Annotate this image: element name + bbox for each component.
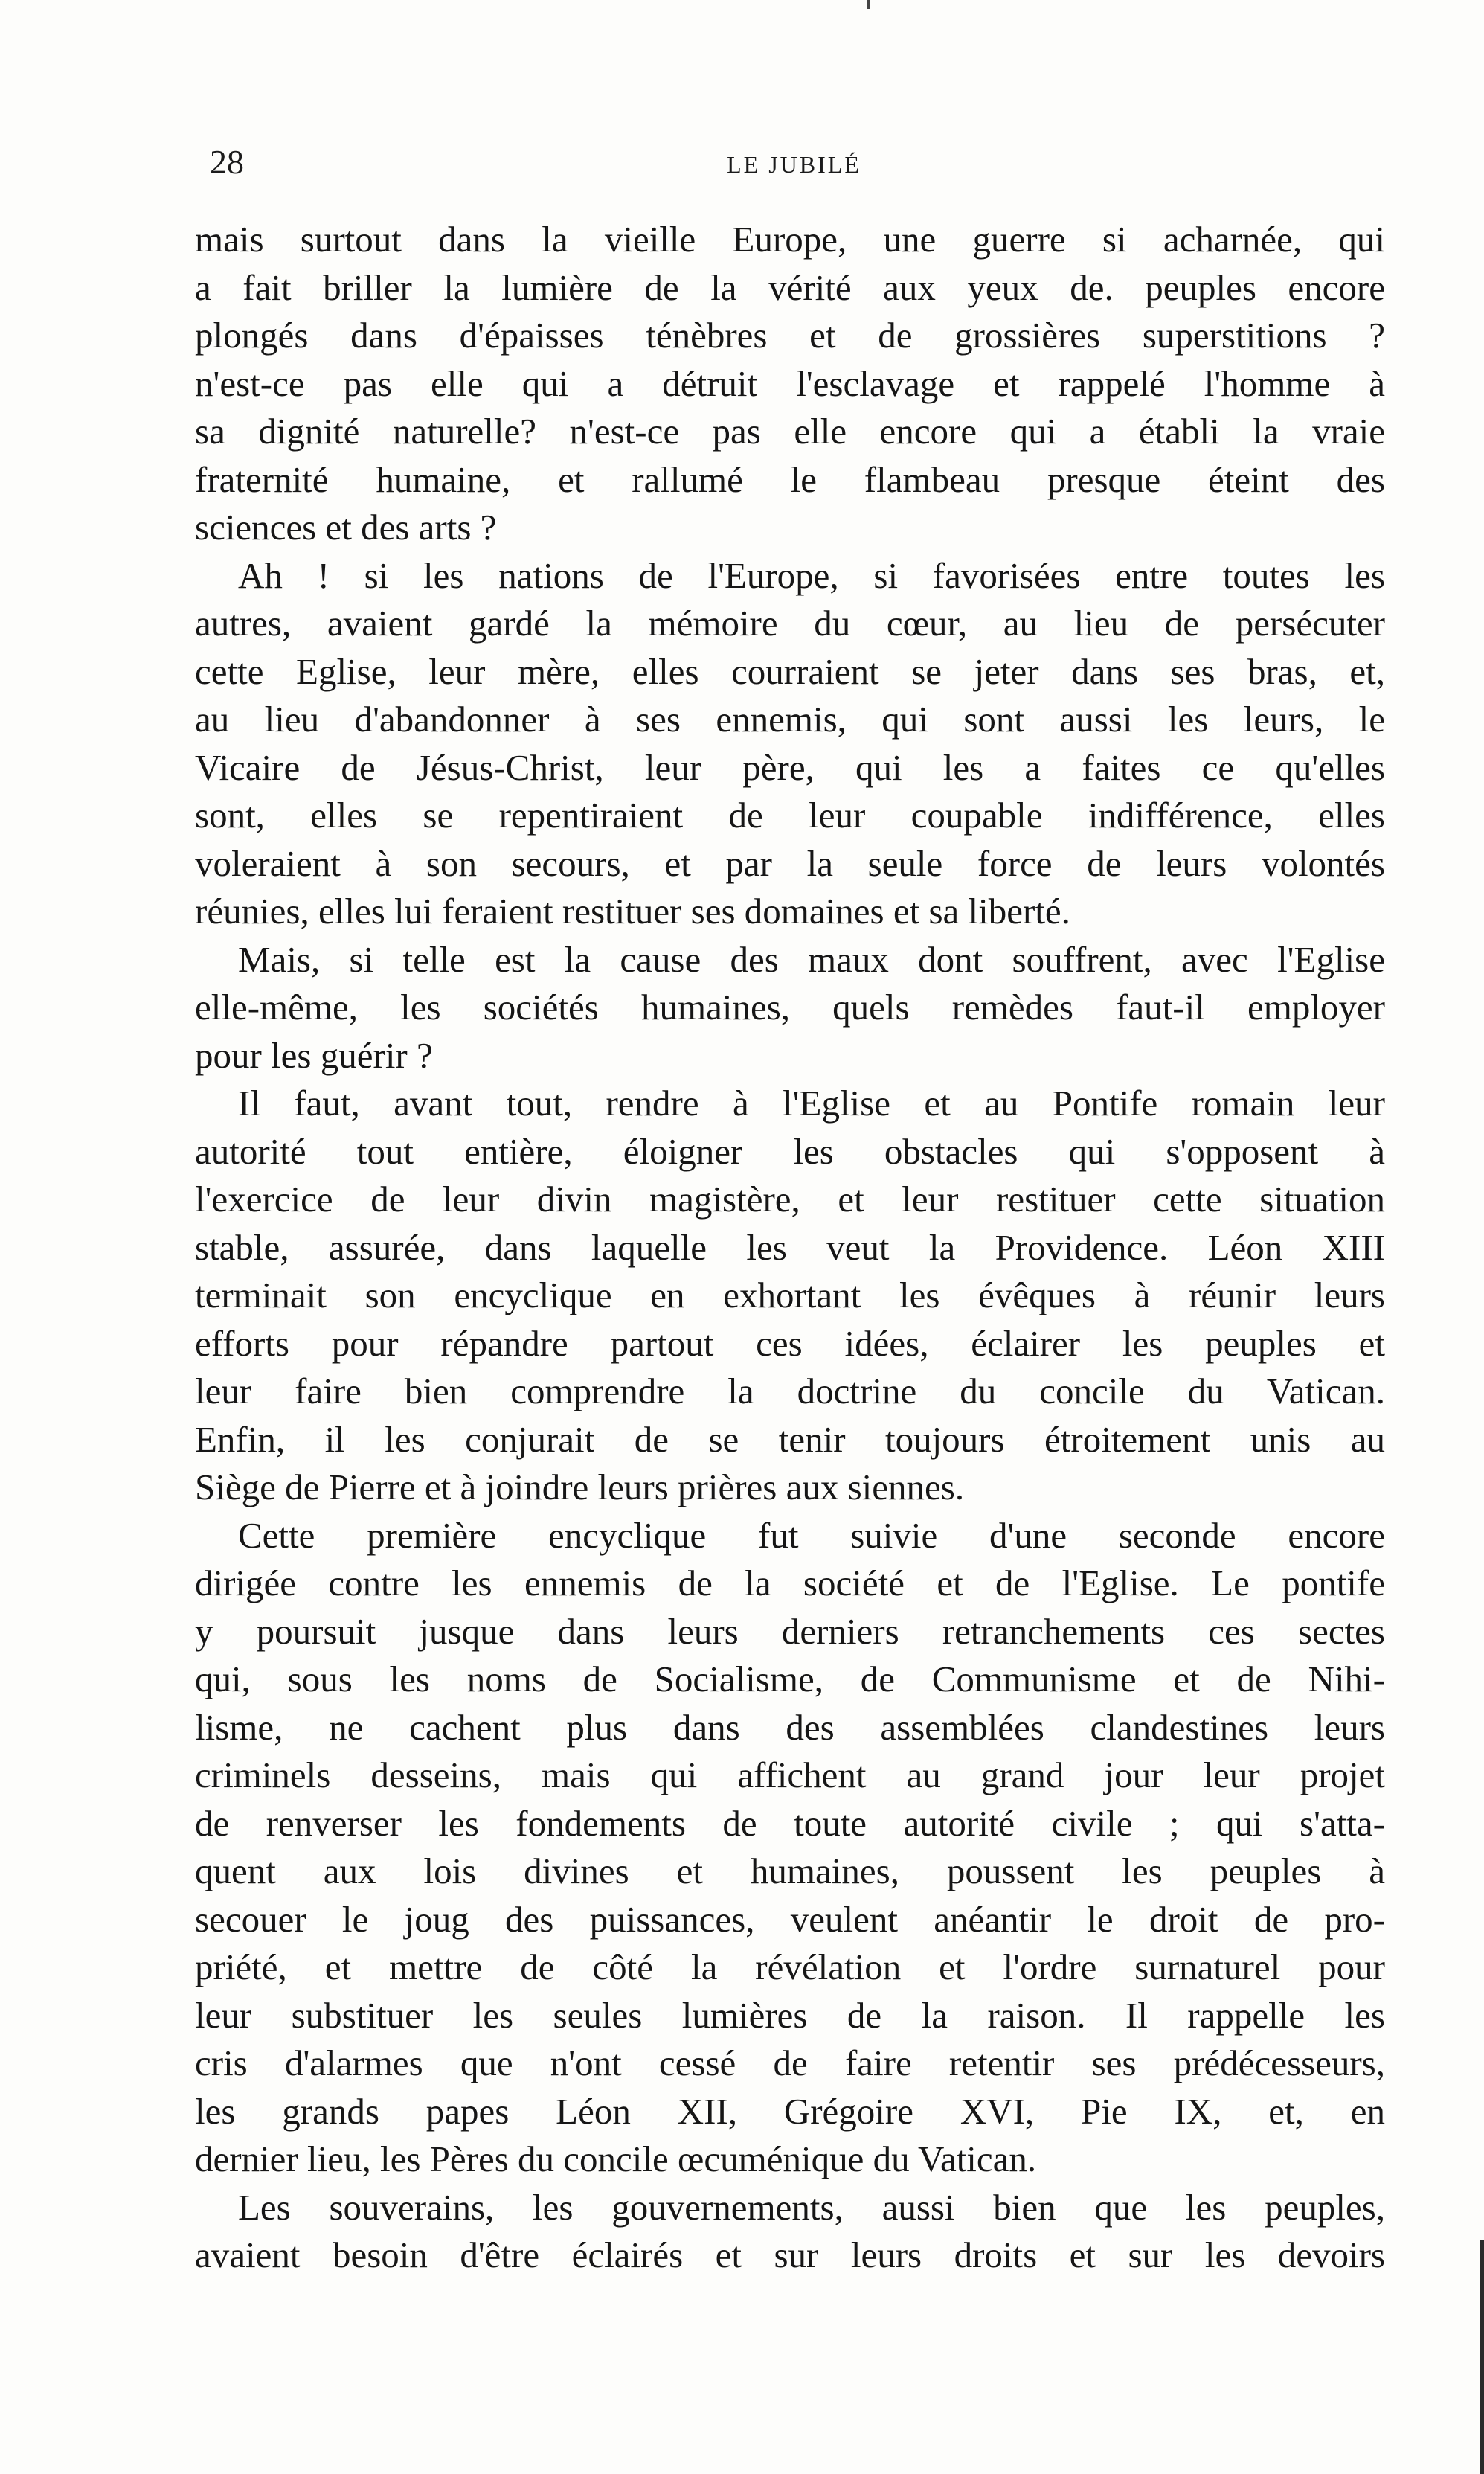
text-line: sont, elles se repentiraient de leur coupable indifférence, elles xyxy=(195,795,1385,836)
text-line: réunies, elles lui feraient restituer ses domaines et sa liberté. xyxy=(195,891,1070,932)
text-line: autorité tout entière, éloigner les obstacles qui s'opposent à xyxy=(195,1130,1385,1172)
text-line: dernier lieu, les Pères du concile œcuménique du Vatican. xyxy=(195,2138,1037,2179)
text-line: cette Eglise, leur mère, elles courraient se jeter dans ses bras, et, xyxy=(195,650,1385,692)
text-line: autres, avaient gardé la mémoire du cœur, au lieu de persécuter xyxy=(195,603,1385,644)
running-title: LE JUBILÉ xyxy=(727,151,861,178)
text-line: avaient besoin d'être éclairés et sur leurs droits et sur les devoirs xyxy=(195,2234,1385,2275)
text-line: criminels desseins, mais qui affichent au grand jour leur projet xyxy=(195,1754,1385,1795)
body-text xyxy=(195,216,1385,2280)
text-line: efforts pour répandre partout ces idées, éclairer les peuples et xyxy=(195,1322,1385,1364)
text-line: Il faut, avant tout, rendre à l'Eglise et au Pontife romain leur xyxy=(238,1083,1385,1124)
text-line: sciences et des arts ? xyxy=(195,507,497,548)
text-line: Enfin, il les conjurait de se tenir toujours étroitement unis au xyxy=(195,1418,1385,1460)
text-line: les grands papes Léon XII, Grégoire XVI, Pie IX, et, en xyxy=(195,2090,1385,2132)
text-line: leur substituer les seules lumières de la raison. Il rappelle les xyxy=(195,1994,1385,2036)
text-line: Les souverains, les gouvernements, aussi bien que les peuples, xyxy=(238,2186,1385,2228)
paragraph xyxy=(195,2184,1385,2280)
paragraph xyxy=(195,1512,1385,2184)
page-header xyxy=(201,141,1387,186)
text-line: fraternité humaine, et rallumé le flambeau presque éteint des xyxy=(195,458,1385,500)
text-line: Mais, si telle est la cause des maux dont souffrent, avec l'Eglise xyxy=(238,938,1385,980)
text-line: priété, et mettre de côté la révélation et l'ordre surnaturel pour xyxy=(195,1946,1385,1987)
text-line: terminait son encyclique en exhortant les évêques à réunir leurs xyxy=(195,1275,1385,1315)
text-line: pour les guérir ? xyxy=(195,1034,433,1076)
text-line: leur faire bien comprendre la doctrine du concile du Vatican. xyxy=(195,1371,1385,1411)
text-line: dirigée contre les ennemis de la société et de l'Eglise. Le pontife xyxy=(195,1563,1385,1603)
text-line: Ah ! si les nations de l'Europe, si favorisées entre toutes les xyxy=(238,554,1385,596)
page-edge-shadow xyxy=(1480,2240,1484,2474)
text-line: Siège de Pierre et à joindre leurs prières aux siennes. xyxy=(195,1467,965,1507)
paragraph xyxy=(195,1080,1385,1512)
text-line: quent aux lois divines et humaines, poussent les peuples à xyxy=(195,1850,1385,1891)
ink-speck xyxy=(867,0,870,9)
text-line: l'exercice de leur divin magistère, et leur restituer cette situation xyxy=(195,1179,1385,1220)
text-line: Cette première encyclique fut suivie d'une seconde encore xyxy=(238,1514,1385,1556)
text-line: plongés dans d'épaisses ténèbres et de grossières superstitions ? xyxy=(195,315,1385,356)
text-line: sa dignité naturelle? n'est-ce pas elle encore qui a établi la vraie xyxy=(195,411,1385,452)
text-line: de renverser les fondements de toute autorité civile ; qui s'atta- xyxy=(195,1802,1385,1844)
text-line: mais surtout dans la vieille Europe, une guerre si acharnée, qui xyxy=(195,219,1385,260)
text-line: lisme, ne cachent plus dans des assemblées clandestines leurs xyxy=(195,1706,1385,1748)
text-line: a fait briller la lumière de la vérité aux yeux de. peuples encore xyxy=(195,266,1385,308)
text-line: stable, assurée, dans laquelle les veut la Providence. Léon XIII xyxy=(195,1226,1385,1268)
paragraph xyxy=(195,552,1385,936)
paragraph xyxy=(195,216,1385,552)
text-line: cris d'alarmes que n'ont cessé de faire retentir ses prédécesseurs, xyxy=(195,2042,1385,2083)
page-number: 28 xyxy=(210,143,244,181)
text-line: elle-même, les sociétés humaines, quels remèdes faut-il employer xyxy=(195,987,1385,1028)
text-line: voleraient à son secours, et par la seule force de leurs volontés xyxy=(195,842,1385,884)
text-line: secouer le joug des puissances, veulent anéantir le droit de pro- xyxy=(195,1898,1385,1940)
text-line: n'est-ce pas elle qui a détruit l'esclavage et rappelé l'homme à xyxy=(195,362,1385,404)
text-line: y poursuit jusque dans leurs derniers retranchements ces sectes xyxy=(195,1610,1385,1652)
paragraph xyxy=(195,936,1385,1080)
text-line: qui, sous les noms de Socialisme, de Communisme et de Nihi- xyxy=(195,1659,1385,1699)
text-line: Vicaire de Jésus-Christ, leur père, qui les a faites ce qu'elles xyxy=(195,746,1385,788)
text-line: au lieu d'abandonner à ses ennemis, qui sont aussi les leurs, le xyxy=(195,699,1385,740)
